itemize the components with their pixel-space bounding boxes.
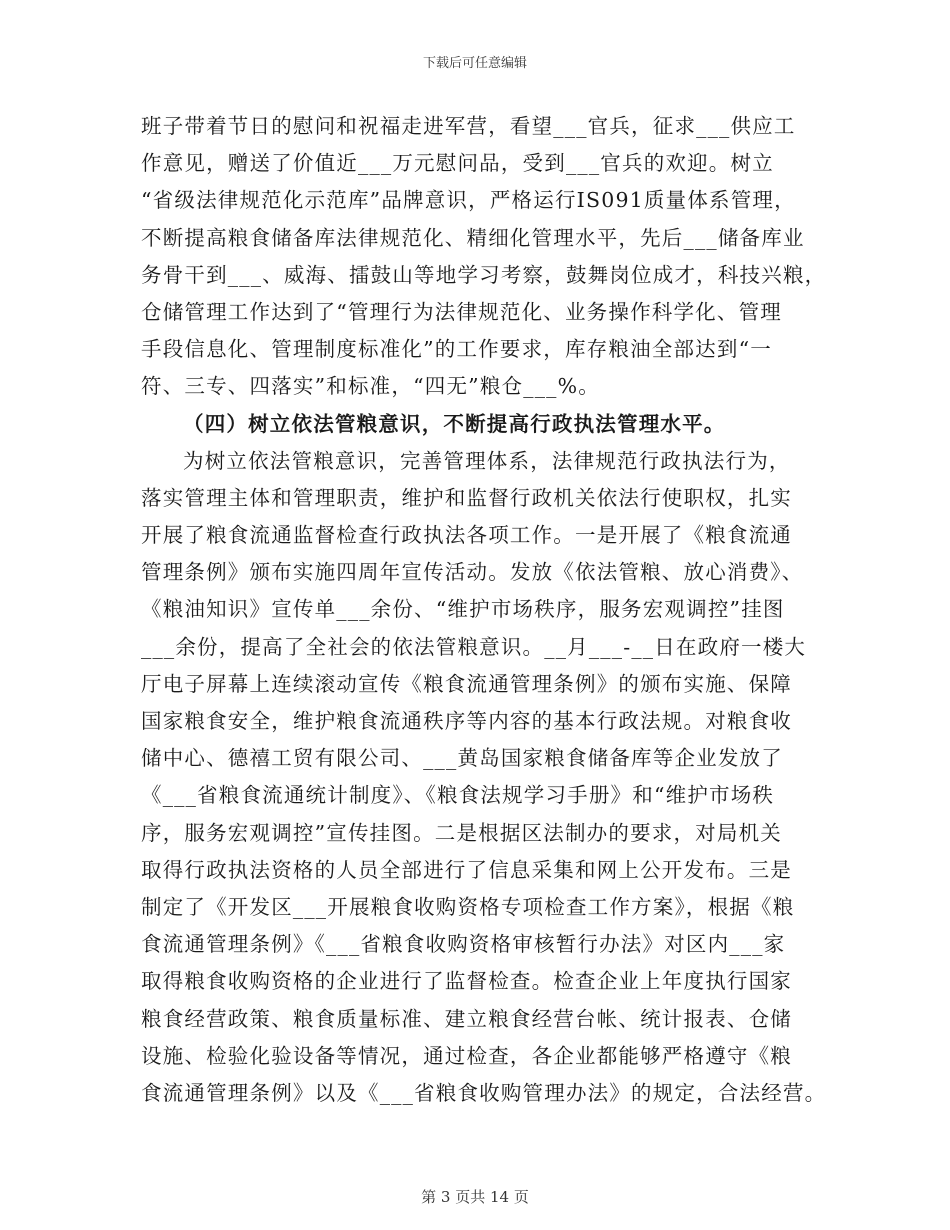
page-number-footer: 第 3 页共 14 页 [421,1188,529,1206]
text-line: 作意见，赠送了价值近___万元慰问品，受到___官兵的欢迎。树立 [141,151,774,176]
text-line: 《___省粮食流通统计制度》、《粮食法规学习手册》和“维护市场秩 [141,783,775,808]
text-line: 粮食经营政策、粮食质量标准、建立粮食经营台帐、统计报表、仓储 [141,1006,792,1031]
section-heading: （四）树立依法管粮意识，不断提高行政执法管理水平。 [183,411,726,436]
text-line: 符、三专、四落实”和标准，“四无”粮仓___%。 [141,374,600,399]
text-line: 班子带着节日的慰问和祝福走进军营，看望___官兵，征求___供应工 [141,114,796,138]
text-line: 国家粮食安全，维护粮食流通秩序等内容的基本行政法规。对粮食收 [141,709,792,733]
document-body [141,108,831,1112]
text-line: 制定了《开发区___开展粮食收购资格专项检查工作方案》，根据《粮 [141,894,795,919]
text-line: 手段信息化、管理制度标准化”的工作要求，库存粮油全部达到“一 [141,337,772,362]
text-line: 开展了粮食流通监督检查行政执法各项工作。一是开展了《粮食流通 [141,523,792,548]
text-line: 务骨干到___、威海、擂鼓山等地学习考察，鼓舞岗位成才，科技兴粮， [141,262,827,287]
text-line: 设施、检验化验设备等情况，通过检查，各企业都能够严格遵守《粮 [141,1043,792,1068]
page-header-note: 下载后可任意编辑 [422,56,527,71]
text-line: 不断提高粮食储备库法律规范化、精细化管理水平，先后___储备库业 [141,225,805,250]
text-line: 储中心、德禧工贸有限公司、___黄岛国家粮食储备库等企业发放了 [141,746,783,771]
text-line: 食流通管理条例》以及《___省粮食收购管理办法》的规定，合法经营。 [141,1080,827,1105]
text-line: 厅电子屏幕上连续滚动宣传《粮食流通管理条例》的颁布实施、保障 [141,671,792,696]
text-line: 序，服务宏观调控”宣传挂图。二是根据区法制办的要求，对局机关 [141,820,782,845]
text-line: 取得行政执法资格的人员全部进行了信息采集和网上公开发布。三是 [141,857,792,882]
text-line: 《粮油知识》宣传单___余份、“维护市场秩序，服务宏观调控”挂图 [141,597,785,622]
text-line: 落实管理主体和管理职责，维护和监督行政机关依法行使职权，扎实 [141,485,792,510]
text-line: ___余份，提高了全社会的依法管粮意识。__月___-__日在政府一楼大 [141,634,807,659]
text-line: 管理条例》颁布实施四周年宣传活动。发放《依法管粮、放心消费》、 [141,560,804,585]
text-line: 仓储管理工作达到了“管理行为法律规范化、业务操作科学化、管理 [141,299,782,324]
text-line: 取得粮食收购资格的企业进行了监督检查。检查企业上年度执行国家 [141,969,792,994]
text-line: 食流通管理条例》《___省粮食收购资格审核暂行办法》对区内___家 [141,932,786,957]
text-line: “省级法律规范化示范库”品牌意识，严格运行IS091质量体系管理， [141,188,796,213]
text-line: 为树立依法管粮意识，完善管理体系，法律规范行政执法行为， [183,448,791,473]
